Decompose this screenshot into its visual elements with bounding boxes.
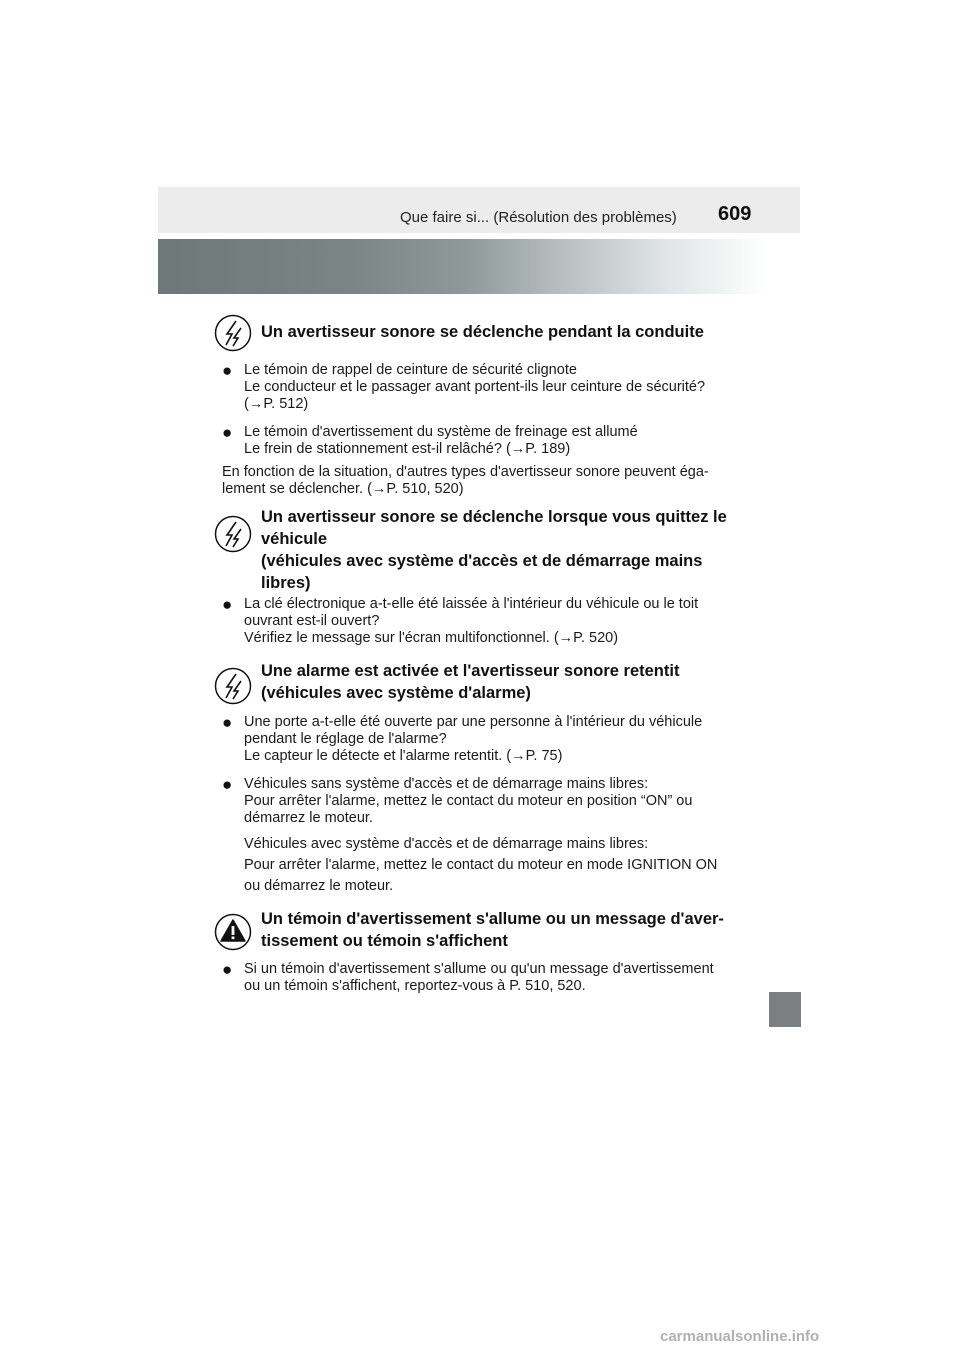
- section-title: Un avertisseur sonore se déclenche lorsque vous quittez le véhicule (véhicules avec système d'accès et de démarrage mains libres): [261, 508, 727, 592]
- lightning-icon: [214, 667, 252, 705]
- bullet-marker: ●: [222, 595, 233, 614]
- section-title: Une alarme est activée et l'avertisseur sonore retentit (véhicules avec système d'alarme): [261, 662, 680, 702]
- bullet-text: La clé électronique a-t-elle été laissée à l'intérieur du véhicule ou le toit ouvrant est-il ouvert? Vérifiez le message sur l'écran multifonctionnel. (→P. 520): [244, 596, 699, 646]
- bullet-text: Véhicules sans système d'accès et de démarrage mains libres: Pour arrêter l'alarme, mettez le contact du moteur en position “ON” ou démarrez le moteur.: [244, 776, 693, 826]
- page-number: 609: [718, 203, 752, 225]
- bullet-text: Si un témoin d'avertissement s'allume ou qu'un message d'avertissement ou un témoin s'affichent, reportez-vous à P. 510, 520.: [244, 961, 714, 994]
- bullet-marker: ●: [222, 361, 233, 380]
- note-text: En fonction de la situation, d'autres types d'avertisseur sonore peuvent éga- lement se déclencher. (→P. 510, 520): [222, 464, 709, 497]
- bullet-extra-text: Véhicules avec système d'accès et de démarrage mains libres: Pour arrêter l'alarme, mettez le contact du moteur en mode IGNITION ON ou démarrez le moteur.: [244, 836, 718, 894]
- decorative-gradient-band: [158, 239, 800, 294]
- section-title: Un avertisseur sonore se déclenche pendant la conduite: [261, 323, 704, 341]
- header-title: Que faire si... (Résolution des problèmes): [400, 209, 677, 226]
- bullet-marker: ●: [222, 713, 233, 732]
- lightning-icon: [214, 515, 252, 553]
- bullet-marker: ●: [222, 423, 233, 442]
- bullet-text: Le témoin d'avertissement du système de freinage est allumé Le frein de stationnement est-il relâché? (→P. 189): [244, 424, 638, 457]
- lightning-icon: [214, 314, 252, 352]
- section-title: Un témoin d'avertissement s'allume ou un message d'aver- tissement ou témoin s'affichent: [261, 910, 724, 950]
- bullet-text: Une porte a-t-elle été ouverte par une personne à l'intérieur du véhicule pendant le réglage de l'alarme? Le capteur le détecte et l'alarme retentit. (→P. 75): [244, 714, 703, 764]
- warning-triangle-icon: [214, 913, 252, 951]
- chapter-side-tab: [769, 992, 801, 1027]
- bullet-marker: ●: [222, 960, 233, 979]
- bullet-marker: ●: [222, 775, 233, 794]
- watermark: carmanualsonline.info: [660, 1328, 820, 1345]
- bullet-text: Le témoin de rappel de ceinture de sécurité clignote Le conducteur et le passager avant portent-ils leur ceinture de sécurité? (→P. 512): [244, 362, 706, 412]
